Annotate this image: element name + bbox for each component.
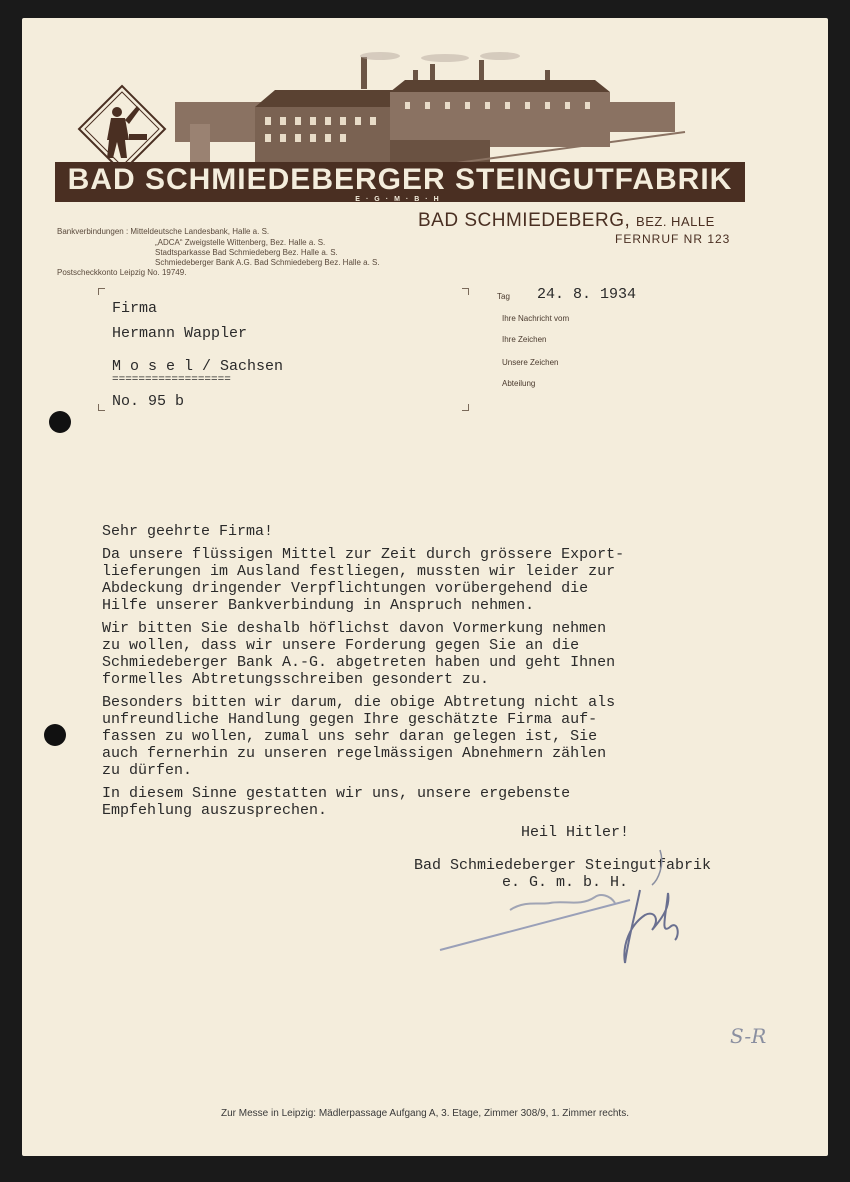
window-corner (98, 288, 105, 295)
unsere-zeichen-label: Unsere Zeichen (502, 358, 559, 367)
closing: Heil Hitler! (521, 824, 630, 841)
recipient-line-3: M o s e l / Sachsen (112, 358, 284, 375)
paragraph-1: Da unsere flüssigen Mittel zur Zeit durch grössere Export- lieferungen im Ausland festliegen, mussten wir leider zur Abdeckung dringender Verpflichtungen vorübergehend die Hilfe unserer Bankverbindung in Anspruch nehmen. (102, 546, 625, 614)
legal-form: E·G·M·B·H (355, 196, 445, 203)
company-banner (55, 162, 745, 202)
recipient-line-4: No. 95 b (112, 393, 185, 410)
recipient-line-2: Hermann Wappler (112, 325, 248, 342)
paragraph-2: Wir bitten Sie deshalb höflichst davon Vormerkung nehmen zu wollen, dass wir unsere Forderung gegen Sie an die Schmiedeberger Bank A.-G. abgetreten haben und geht Ihnen formelles Abtretungsschreiben gesondert zu. (102, 620, 616, 688)
ihre-zeichen-label: Ihre Zeichen (502, 335, 547, 344)
city-line: BAD SCHMIEDEBERG, BEZ. HALLE (418, 210, 715, 231)
abteilung-label: Abteilung (502, 379, 536, 388)
tag-label: Tag (497, 292, 510, 301)
bank-line-4: Schmiedeberger Bank A.G. Bad Schmiedeberg Bez. Halle a. S. (155, 258, 380, 267)
company-name: BAD SCHMIEDEBERGER STEINGUTFABRIK (67, 163, 733, 196)
bank-line-3: Stadtsparkasse Bad Schmiedeberg Bez. Halle a. S. (155, 248, 338, 257)
paragraph-4: In diesem Sinne gestatten wir uns, unsere ergebenste Empfehlung auszusprechen. (102, 785, 571, 819)
margin-note: S-R (730, 1024, 767, 1048)
district: BEZ. HALLE (636, 214, 715, 229)
salutation: Sehr geehrte Firma! (102, 523, 274, 540)
bank-line-2: „ADCA“ Zweigstelle Wittenberg, Bez. Halle a. S. (155, 238, 326, 247)
recipient-line-1: Firma (112, 300, 158, 317)
phone-line: FERNRUF NR 123 (615, 232, 731, 246)
factory-illustration (165, 52, 695, 172)
window-corner (462, 404, 469, 411)
letter-date: 24. 8. 1934 (537, 286, 637, 303)
window-corner (98, 404, 105, 411)
letter-body (102, 523, 722, 825)
postscheck-line: Postscheckkonto Leipzig No. 19749. (57, 268, 187, 277)
footer-note: Zur Messe in Leipzig: Mädlerpassage Aufgang A, 3. Etage, Zimmer 308/9, 1. Zimmer rechts. (221, 1108, 629, 1119)
smith-logo-icon (77, 84, 167, 174)
signature-company: Bad Schmiedeberger Steingutfabrik (414, 857, 712, 874)
handwritten-signature (430, 845, 690, 970)
paragraph-3: Besonders bitten wir darum, die obige Abtretung nicht als unfreundliche Handlung gegen Ihre geschätzte Firma auf- fassen zu wollen, zumal uns sehr daran gelegen ist, Sie auch fernerhin zu unseren regelmässigen Abnehmern zählen zu dürfen. (102, 694, 616, 779)
window-corner (462, 288, 469, 295)
city: BAD SCHMIEDEBERG (418, 210, 625, 231)
punch-hole-top (49, 411, 71, 433)
bank-line-1: Bankverbindungen : Mitteldeutsche Landesbank, Halle a. S. (57, 227, 270, 236)
punch-hole-bottom (44, 724, 66, 746)
recipient-underline: ================== (112, 374, 231, 386)
signature-legal-form: e. G. m. b. H. (502, 874, 629, 891)
nachricht-label: Ihre Nachricht vom (502, 314, 570, 323)
